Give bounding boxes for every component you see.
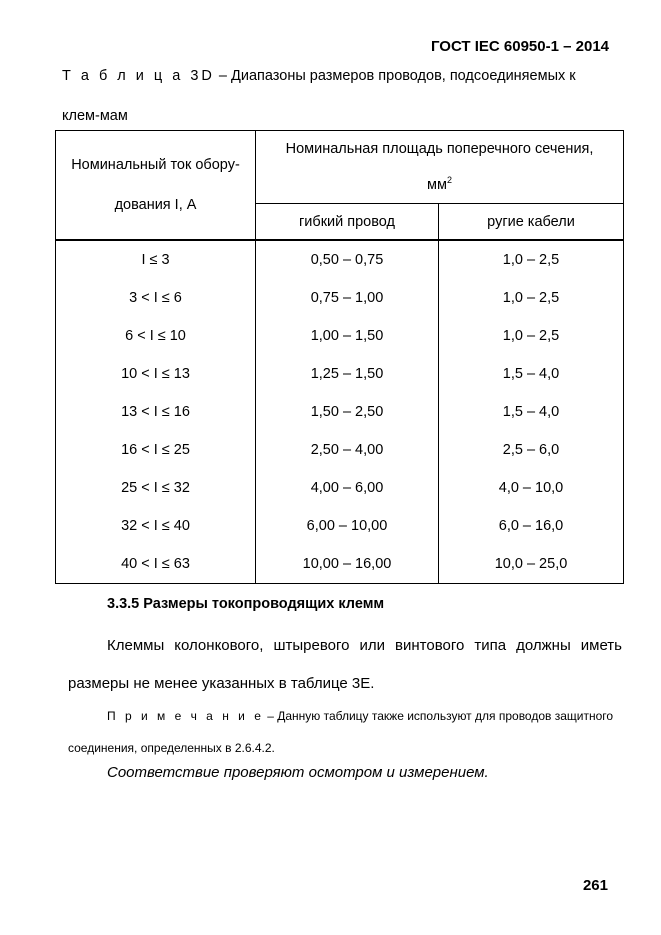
cell-current: 3 < I ≤ 6 xyxy=(56,279,256,317)
cell-current: 32 < I ≤ 40 xyxy=(56,507,256,545)
cell-flexible: 6,00 – 10,00 xyxy=(256,507,439,545)
table-row xyxy=(56,240,624,279)
header-flexible-wire: гибкий провод xyxy=(256,204,439,241)
cell-current: 16 < I ≤ 25 xyxy=(56,431,256,469)
cell-flexible: 0,75 – 1,00 xyxy=(256,279,439,317)
table-row xyxy=(56,355,624,393)
cell-rigid: 4,0 – 10,0 xyxy=(439,469,624,507)
cell-rigid: 6,0 – 16,0 xyxy=(439,507,624,545)
table-caption-text: – Диапазоны размеров проводов, подсоединяемых к клем-мам xyxy=(62,68,576,124)
body-paragraph: Клеммы колонкового, штыревого или винтового типа должны иметь размеры не менее указанных в таблице 3Е. xyxy=(68,637,622,692)
header-cross-section-title: Номинальная площадь поперечного сечения, xyxy=(285,141,594,157)
cell-current: 13 < I ≤ 16 xyxy=(56,393,256,431)
cell-rigid: 1,5 – 4,0 xyxy=(439,355,624,393)
cell-rigid: 1,0 – 2,5 xyxy=(439,279,624,317)
header-rated-current: Номинальный ток обору-дования I, А xyxy=(56,131,256,241)
table-row xyxy=(56,431,624,469)
table-caption-label: Т а б л и ц а 3D xyxy=(62,68,215,84)
note-label: П р и м е ч а н и е xyxy=(107,709,264,723)
cell-rigid: 2,5 – 6,0 xyxy=(439,431,624,469)
header-rigid-cables: ругие кабели xyxy=(439,204,624,241)
wire-size-table xyxy=(55,130,624,584)
cell-current: 25 < I ≤ 32 xyxy=(56,469,256,507)
cell-rigid: 1,0 – 2,5 xyxy=(439,317,624,355)
table-caption xyxy=(62,56,610,136)
cell-current: 40 < I ≤ 63 xyxy=(56,545,256,584)
note-text: – Данную таблицу также используют для проводов защитного соединения, определенных в 2.6.4.2. xyxy=(68,709,614,755)
document-standard-header: ГОСТ IEC 60950-1 – 2014 xyxy=(430,38,609,55)
table-row xyxy=(56,317,624,355)
section-heading: 3.3.5 Размеры токопроводящих клемм xyxy=(107,596,385,612)
table-row xyxy=(56,469,624,507)
page-number: 261 xyxy=(582,877,608,894)
table-row xyxy=(56,393,624,431)
verification-statement: Соответствие проверяют осмотром и измерением. xyxy=(107,764,489,781)
cell-rigid: 1,0 – 2,5 xyxy=(439,240,624,279)
cell-flexible: 0,50 – 0,75 xyxy=(256,240,439,279)
header-cross-section xyxy=(256,131,624,204)
cell-rigid: 10,0 – 25,0 xyxy=(439,545,624,584)
cell-flexible: 1,50 – 2,50 xyxy=(256,393,439,431)
cell-flexible: 1,25 – 1,50 xyxy=(256,355,439,393)
cell-rigid: 1,5 – 4,0 xyxy=(439,393,624,431)
header-cross-section-unit: $мм^2$ xyxy=(427,175,452,193)
cell-current: 10 < I ≤ 13 xyxy=(56,355,256,393)
cell-flexible: 10,00 – 16,00 xyxy=(256,545,439,584)
note-paragraph xyxy=(68,700,622,764)
table-row xyxy=(56,545,624,584)
cell-flexible: 4,00 – 6,00 xyxy=(256,469,439,507)
cell-flexible: 1,00 – 1,50 xyxy=(256,317,439,355)
cell-current: 6 < I ≤ 10 xyxy=(56,317,256,355)
cell-current: I ≤ 3 xyxy=(56,240,256,279)
cell-flexible: 2,50 – 4,00 xyxy=(256,431,439,469)
table-row xyxy=(56,279,624,317)
table-row xyxy=(56,507,624,545)
